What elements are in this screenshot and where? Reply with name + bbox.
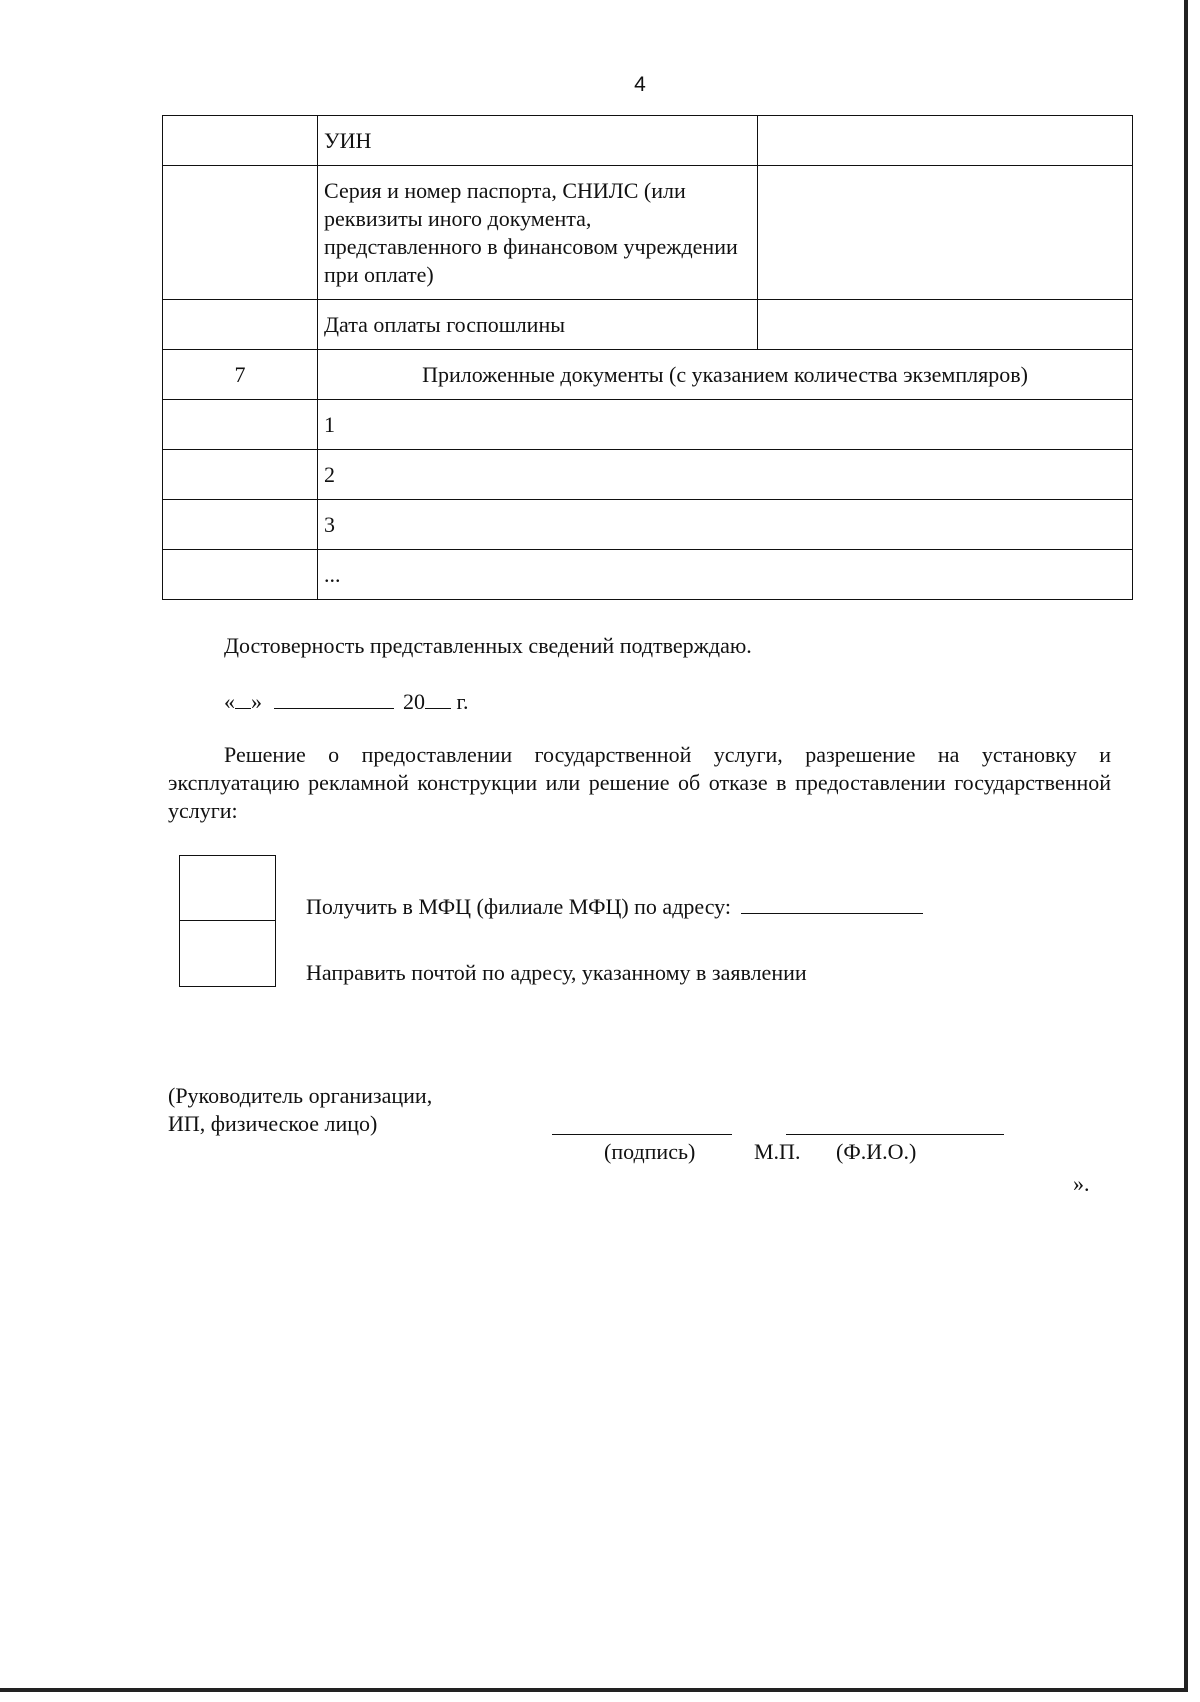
passport-snils-value-field[interactable] [758,166,1133,300]
mail-option-label: Направить почтой по адресу, указанному в заявлении [306,960,807,985]
section-title: Приложенные документы (с указанием количества экземпляров) [318,350,1133,400]
full-name-caption: (Ф.И.О.) [836,1139,917,1164]
table-row [163,166,1133,300]
application-table [162,115,1133,600]
stamp-caption: М.П. [754,1139,801,1164]
section-header-row [163,350,1133,400]
full-name-line[interactable] [786,1134,1004,1135]
attachment-empty-cell [163,500,318,550]
row-number-cell [163,116,318,166]
section-number: 7 [163,350,318,400]
pickup-option-label: Получить в МФЦ (филиале МФЦ) по адресу: [306,894,732,919]
payment-date-value-field[interactable] [758,300,1133,350]
delivery-options-checkboxes [179,855,276,987]
row-number-cell [163,166,318,300]
date-close-quote: » [251,689,262,714]
pickup-address-blank[interactable] [741,913,923,914]
decision-paragraph: Решение о предоставлении государственной услуги, разрешение на установку и эксплуатацию рекламной конструкции или решение об отказе в предоставлении государственной услуги: [168,742,1111,823]
year-suffix: г. [456,689,469,714]
attachment-item-1[interactable]: 1 [318,400,1133,450]
signatory-role-line2: ИП, физическое лицо) [168,1111,378,1136]
attachment-empty-cell [163,400,318,450]
uin-label: УИН [318,116,758,166]
date-line [224,688,469,716]
page-number: 4 [634,73,646,96]
attachment-empty-cell [163,550,318,600]
month-blank[interactable] [274,708,394,709]
passport-snils-label: Серия и номер паспорта, СНИЛС (или реквизиты иного документа, представленного в финансовом учреждении при оплате) [318,166,758,300]
uin-value-field[interactable] [758,116,1133,166]
signature-caption: (подпись) [604,1139,696,1164]
attachment-row [163,400,1133,450]
attachment-item-more[interactable]: ... [318,550,1133,600]
payment-date-label: Дата оплаты госпошлины [318,300,758,350]
pickup-checkbox[interactable] [180,856,275,921]
attachment-row [163,500,1133,550]
attachment-row [163,550,1133,600]
year-blank[interactable] [425,708,451,709]
pickup-option [306,893,923,921]
date-open-quote: « [224,689,235,714]
year-prefix: 20 [403,689,425,714]
closing-quote: ». [1073,1171,1090,1196]
table-row [163,300,1133,350]
signatory-role-line1: (Руководитель организации, [168,1083,433,1108]
attachment-row [163,450,1133,500]
table-row [163,116,1133,166]
attachment-item-3[interactable]: 3 [318,500,1133,550]
row-number-cell [163,300,318,350]
mail-checkbox[interactable] [180,921,275,986]
attachment-empty-cell [163,450,318,500]
signature-line[interactable] [552,1134,732,1135]
attachment-item-2[interactable]: 2 [318,450,1133,500]
day-blank[interactable] [235,708,251,709]
confirmation-statement: Достоверность представленных сведений подтверждаю. [224,633,752,658]
